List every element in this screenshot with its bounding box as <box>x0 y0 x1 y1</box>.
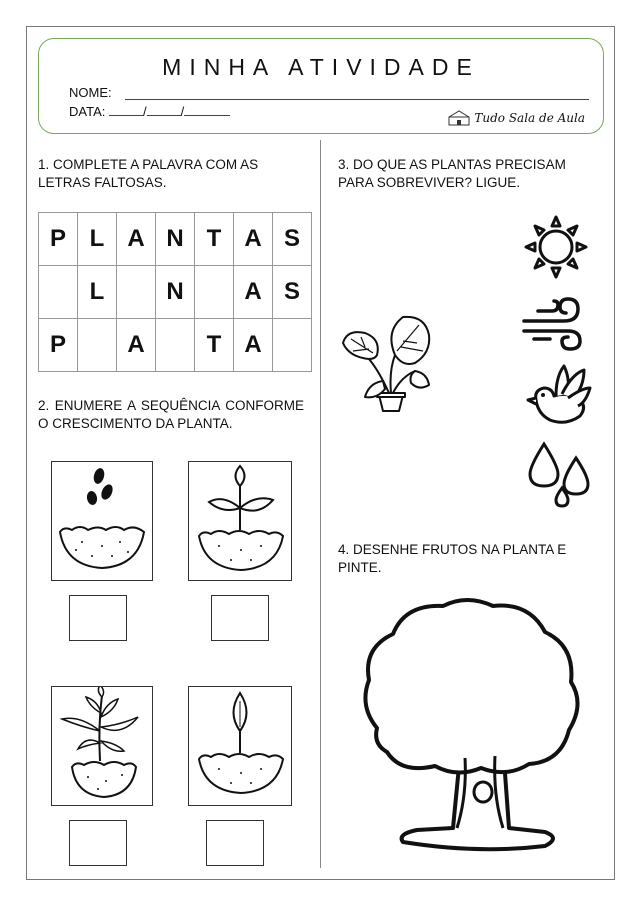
bird-icon[interactable] <box>526 362 592 433</box>
grid-letter-cell: L <box>78 213 117 266</box>
stage-seed-answer-box[interactable] <box>69 595 127 641</box>
grid-blank-cell[interactable] <box>195 266 234 319</box>
grid-letter-cell: A <box>234 266 273 319</box>
wind-icon[interactable] <box>520 293 588 358</box>
logo <box>448 107 585 129</box>
grid-letter-cell: P <box>39 213 78 266</box>
water-drops-icon[interactable] <box>526 440 596 517</box>
grid-row <box>39 213 312 266</box>
stage-seed-picture <box>51 461 153 581</box>
grid-letter-cell: N <box>156 213 195 266</box>
grid-letter-cell: A <box>117 213 156 266</box>
grid-letter-cell: A <box>234 213 273 266</box>
stage-young-plant-answer-box[interactable] <box>211 595 269 641</box>
potted-plant-icon[interactable] <box>339 311 435 420</box>
grid-letter-cell: S <box>273 213 312 266</box>
grid-letter-cell: N <box>156 266 195 319</box>
name-label: NOME: <box>69 85 112 100</box>
date-field[interactable] <box>69 104 230 119</box>
tree-outline[interactable] <box>357 596 589 861</box>
grid-letter-cell: P <box>39 319 78 372</box>
logo-text: Tudo Sala de Aula <box>474 111 585 125</box>
date-day-blank[interactable] <box>109 104 143 116</box>
stage-grown-plant-picture <box>51 686 153 806</box>
school-icon <box>448 110 470 126</box>
grid-letter-cell: A <box>234 319 273 372</box>
name-field[interactable] <box>69 85 112 100</box>
grid-blank-cell[interactable] <box>117 266 156 319</box>
grid-blank-cell[interactable] <box>78 319 117 372</box>
question-1-prompt: 1. COMPLETE A PALAVRA COM AS LETRAS FALTOSAS. <box>38 157 259 190</box>
question-4-prompt: 4. DESENHE FRUTOS NA PLANTA E PINTE. <box>338 542 567 575</box>
grid-letter-cell: T <box>195 319 234 372</box>
date-label: DATA: <box>69 104 106 119</box>
stage-young-plant-picture <box>188 461 292 581</box>
stage-sprout-picture <box>188 686 292 806</box>
grid-letter-cell: A <box>117 319 156 372</box>
name-line[interactable] <box>125 99 589 100</box>
date-separator: / <box>142 104 147 119</box>
column-divider <box>320 140 321 868</box>
grid-blank-cell[interactable] <box>273 319 312 372</box>
grid-row <box>39 319 312 372</box>
date-month-blank[interactable] <box>147 104 181 116</box>
sun-icon[interactable] <box>521 212 591 287</box>
seeds-in-soil-icon <box>52 462 152 580</box>
grid-letter-cell: T <box>195 213 234 266</box>
grid-blank-cell[interactable] <box>39 266 78 319</box>
sprout-icon <box>189 687 291 805</box>
question-3-prompt: 3. DO QUE AS PLANTAS PRECISAM PARA SOBREVIVER? LIGUE. <box>338 157 566 190</box>
question-2-prompt: 2. ENUMERE A SEQUÊNCIA CONFORME O CRESCIMENTO DA PLANTA. <box>38 398 304 431</box>
young-plant-icon <box>189 462 291 580</box>
grid-row <box>39 266 312 319</box>
date-year-blank[interactable] <box>184 104 230 116</box>
date-separator: / <box>180 104 185 119</box>
grown-plant-icon <box>52 687 152 805</box>
grid-blank-cell[interactable] <box>156 319 195 372</box>
grid-letter-cell: L <box>78 266 117 319</box>
stage-grown-plant-answer-box[interactable] <box>69 820 127 866</box>
letter-grid <box>38 212 312 372</box>
page-title: MINHA ATIVIDADE <box>162 54 480 80</box>
stage-sprout-answer-box[interactable] <box>206 820 264 866</box>
header-box <box>38 38 604 134</box>
grid-letter-cell: S <box>273 266 312 319</box>
